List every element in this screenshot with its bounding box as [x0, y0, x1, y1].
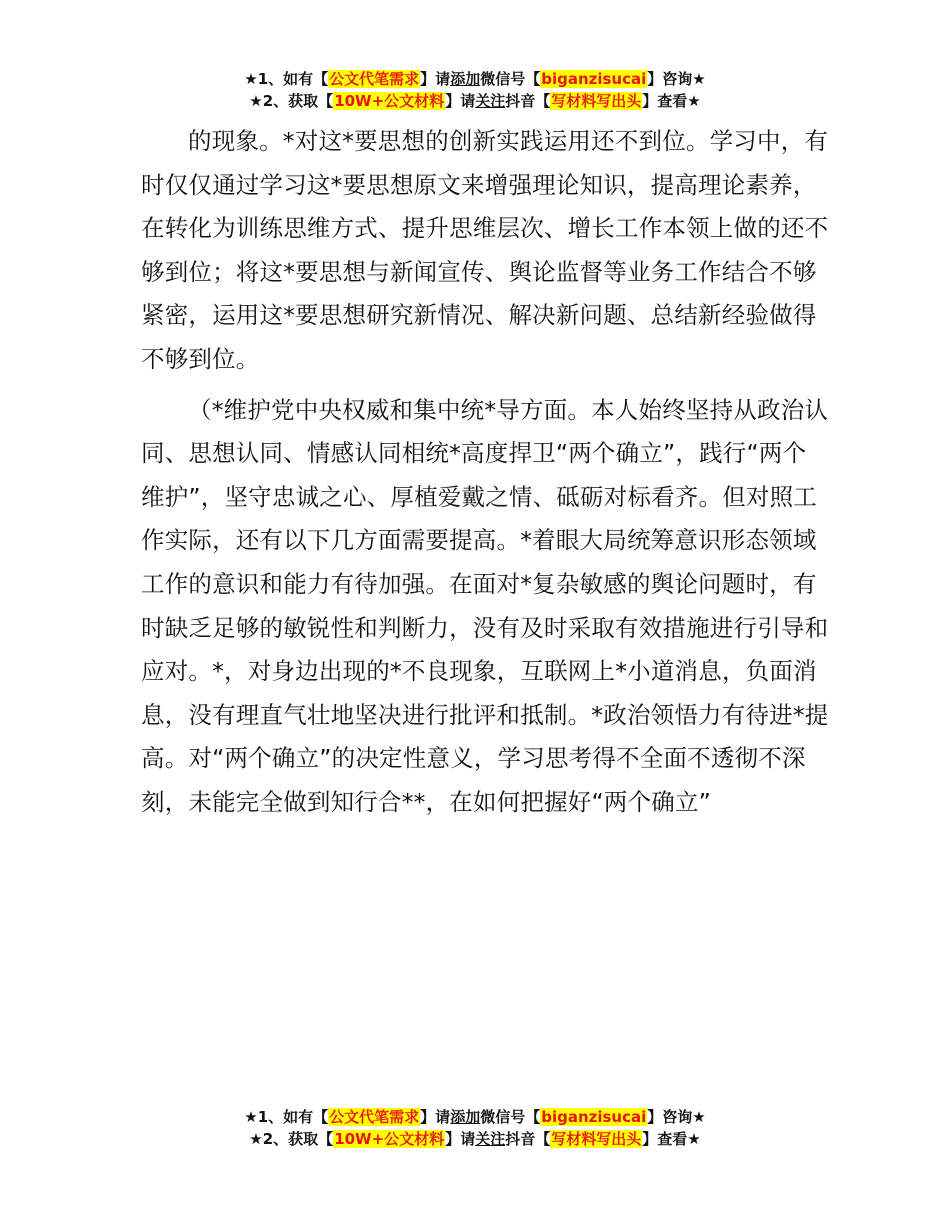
banner-line-2	[0, 90, 950, 112]
banner-text: 】查看★	[642, 92, 701, 110]
underlined-add: 添加	[450, 70, 481, 88]
banner-text: 】咨询★	[647, 1108, 706, 1126]
banner-text: 】请	[445, 1130, 476, 1148]
banner-text: 】咨询★	[647, 70, 706, 88]
banner-text: 微信号【	[480, 1108, 541, 1126]
banner-text: 】请	[420, 70, 451, 88]
banner-text: 微信号【	[480, 70, 541, 88]
underlined-add: 添加	[450, 1108, 481, 1126]
banner-line-1	[0, 68, 950, 90]
banner-line-2	[0, 1128, 950, 1150]
banner-text: ★2、获取【	[249, 92, 334, 110]
banner-text: ★1、如有【	[244, 70, 329, 88]
paragraph-2: （*维护党中央权威和集中统*导方面。本人始终坚持从政治认同、思想认同、情感认同相统*高度捍卫“两个确立”，践行“两个维护”，坚守忠诚之心、厚植爱戴之情、砥砺对标看齐。但对照工作实际，还有以下几方面需要提高。*着眼大局统筹意识形态领域工作的意识和能力有待加强。在面对*复杂敏感的舆论问题时，有时缺乏足够的敏锐性和判断力，没有及时采取有效措施进行引导和应对。*，对身边出现的*不良现象，互联网上*小道消息，负面消息，没有理直气壮地坚决进行批评和抵制。*政治领悟力有待进*提高。对“两个确立”的决定性意义，学习思考得不全面不透彻不深刻，未能完全做到知行合**，在如何把握好“两个确立”	[141, 395, 829, 816]
underlined-follow: 关注	[475, 1130, 506, 1148]
highlight-douyin-account: 写材料写出头	[551, 1130, 642, 1148]
highlight-materials: 10W+公文材料	[334, 1130, 445, 1148]
highlight-wechat-id: biganzisucai	[541, 1108, 647, 1126]
header-banner	[0, 68, 950, 112]
highlight-ghostwriting: 公文代笔需求	[329, 1108, 420, 1126]
banner-text: ★1、如有【	[244, 1108, 329, 1126]
banner-text: 抖音【	[505, 92, 551, 110]
paragraph-1: 的现象。*对这*要思想的创新实践运用还不到位。学习中，有时仅仅通过学习这*要思想原文来增强理论知识，提高理论素养，在转化为训练思维方式、提升思维层次、增长工作本领上做的还不够到位；将这*要思想与新闻宣传、舆论监督等业务工作结合不够紧密，运用这*要思想研究新情况、解决新问题、总结新经验做得不够到位。	[141, 127, 829, 373]
banner-text: 】请	[420, 1108, 451, 1126]
footer-banner	[0, 1106, 950, 1150]
banner-text: 】查看★	[642, 1130, 701, 1148]
banner-line-1	[0, 1106, 950, 1128]
banner-text: 】请	[445, 92, 476, 110]
underlined-follow: 关注	[475, 92, 506, 110]
highlight-materials: 10W+公文材料	[334, 92, 445, 110]
highlight-douyin-account: 写材料写出头	[551, 92, 642, 110]
highlight-wechat-id: biganzisucai	[541, 70, 647, 88]
banner-text: 抖音【	[505, 1130, 551, 1148]
highlight-ghostwriting: 公文代笔需求	[329, 70, 420, 88]
banner-text: ★2、获取【	[249, 1130, 334, 1148]
document-body	[141, 120, 829, 825]
